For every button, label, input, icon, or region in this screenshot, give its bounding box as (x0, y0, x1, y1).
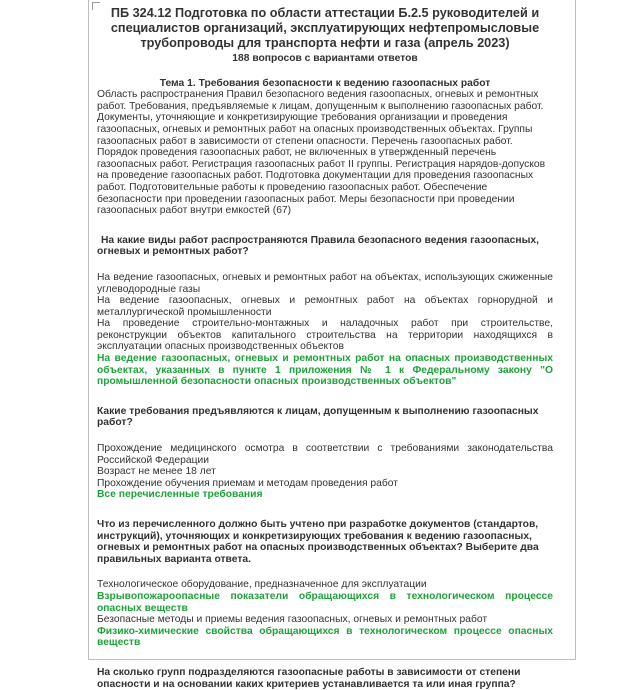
answer-option: Прохождение обучения приемам и методам проведения работ (97, 477, 398, 489)
answer-option: Прохождение медицинского осмотра в соответствии с требованиями законодательства Российской Федерации (97, 443, 553, 466)
question-title: На какие виды работ распространяются Правила безопасного ведения газоопасных, огневых и ремонтных работ? (97, 234, 539, 258)
answer-option: На ведение газоопасных, огневых и ремонтных работ на объектах, использующих сжиженные углеводородные газы (97, 271, 553, 295)
answer-option: На ведение газоопасных, огневых и ремонтных работ на объектах горнорудной и металлургической промышленности (97, 295, 553, 318)
document-title: ПБ 324.12 Подготовка по области аттестации Б.2.5 руководителей и специалистов организаций, эксплуатирующих нефтепромысловые трубопроводы для транспорта нефти и газа (апрель 2023) (110, 6, 540, 50)
answer-option: На проведение строительно-монтажных и наладочных работ при строительстве, реконструкции объектов капитального строительства на территории находящихся в эксплуатации опасных производственных объектов (97, 318, 553, 353)
document-subtitle: 188 вопросов с вариантами ответов (232, 53, 418, 64)
document-content (97, 6, 553, 690)
correct-answer: Все перечисленные требования (97, 489, 263, 501)
answer-option: Технологическое оборудование, предназначенное для эксплуатации (97, 579, 427, 591)
topic-description: Область распространения Правил безопасного ведения газоопасных, огневых и ремонтных работ. Требования, предъявляемые к лицам, допущенным к выполнению газоопасных работ. Документы, уточняющие и конкретизирующие требования организации и проведения газоопасных, огневых и ремонтных работ на опасных производственных объектах. Группы газоопасных работ в зависимости от степени опасности. Перечень газоопасных работ. Порядок проведения газоопасных работ, не включенных в утвержденный перечень газоопасных работ. Регистрация газоопасных работ II группы. Регистрация нарядов-допусков на проведение газоопасных работ. Подготовка документации для проведения газоопасных работ. Подготовительные работы к проведению газоопасных работ. Обеспечение безопасности при проведении газоопасных работ. Меры безопасности при проведении газоопасных работ внутри емкостей (67) (97, 89, 546, 217)
answer-list (97, 272, 553, 388)
answer-list (97, 443, 553, 501)
correct-answer: Взрывопожароопасные показатели обращающихся в технологическом процессе опасных веществ (97, 590, 553, 614)
topic-title: Тема 1. Требования безопасности к ведению газоопасных работ (159, 77, 491, 89)
question-title: На сколько групп подразделяются газоопасные работы в зависимости от степени опасности и на основании каких критериев устанавливается та или иная группа? (97, 666, 521, 690)
answer-option: Возраст не менее 18 лет (97, 466, 216, 478)
question-title: Что из перечисленного должно быть учтено при разработке документов (стандартов, инструкций), уточняющих и конкретизирующих требования к ведению газоопасных, огневых и ремонтных работ на опасных производственных объектах? Выберите два правильных варианта ответа. (97, 519, 539, 565)
answer-list (97, 579, 553, 649)
answer-option: Безопасные методы и приемы ведения газоопасных, огневых и ремонтных работ (97, 614, 488, 626)
correct-answer: На ведение газоопасных, огневых и ремонтных работ на опасных производственных объектах, указанных в пункте 1 приложения № 1 к Федеральному закону "О промышленной безопасности опасных производственных объектов" (97, 353, 553, 388)
question-title: Какие требования предъявляются к лицам, допущенным к выполнению газоопасных работ? (97, 405, 539, 429)
correct-answer: Физико-химические свойства обращающихся в технологическом процессе опасных веществ (97, 625, 553, 649)
